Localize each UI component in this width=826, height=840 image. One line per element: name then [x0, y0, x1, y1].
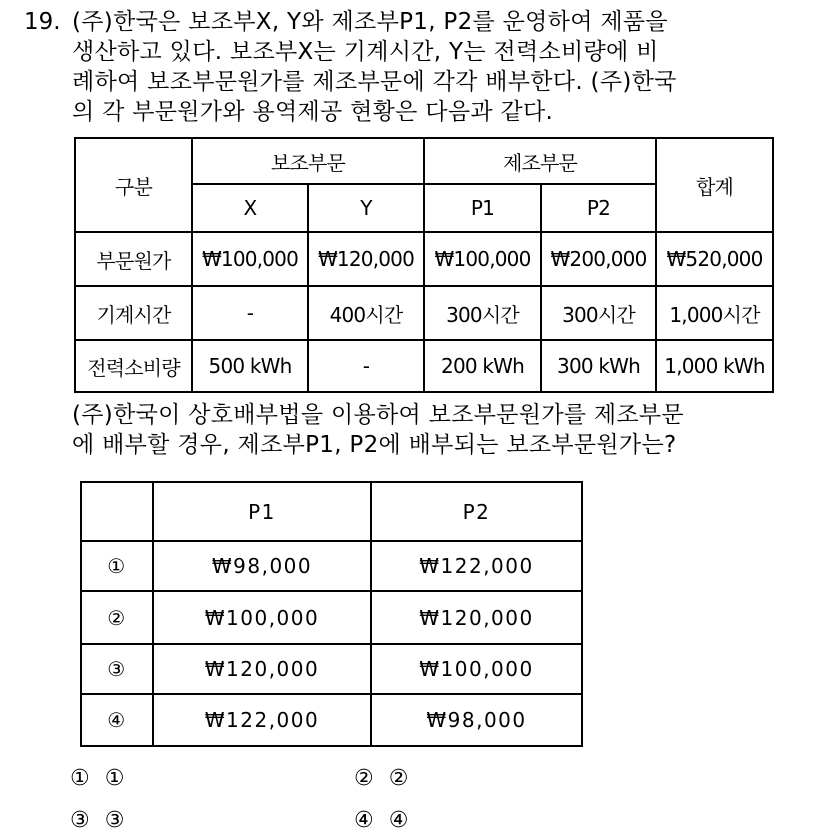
header-p1: P1 [153, 482, 371, 541]
option-4[interactable] [354, 808, 408, 834]
option-text: ④ [388, 808, 409, 833]
cell: - [308, 340, 424, 392]
question-line-2: 생산하고 있다. 보조부X는 기계시간, Y는 전력소비량에 비 [72, 39, 659, 65]
header-total: 합계 [656, 138, 773, 232]
row-label: 전력소비량 [75, 340, 192, 392]
table-row [81, 694, 582, 746]
header-x: X [192, 184, 308, 232]
row-label: 부문원가 [75, 232, 192, 286]
header-blank [81, 482, 153, 541]
cell-p1: ₩100,000 [153, 591, 371, 644]
cell-p2: ₩122,000 [371, 541, 582, 591]
table-row [81, 644, 582, 694]
cell: 1,000 kWh [656, 340, 773, 392]
option-marker: ① [70, 766, 90, 791]
header-y: Y [308, 184, 424, 232]
choice-mark: ③ [81, 644, 153, 694]
header-p2: P2 [371, 482, 582, 541]
option-marker: ④ [354, 808, 374, 833]
cell: 200 kWh [424, 340, 541, 392]
option-text: ① [104, 766, 125, 791]
cell: 300 kWh [541, 340, 656, 392]
cell-p1: ₩98,000 [153, 541, 371, 591]
table-row [75, 232, 773, 286]
table-row [75, 286, 773, 340]
cell-p2: ₩98,000 [371, 694, 582, 746]
follow-line-1: (주)한국이 상호배부법을 이용하여 보조부문원가를 제조부문 [72, 402, 684, 428]
option-marker: ③ [70, 808, 90, 833]
choice-mark: ① [81, 541, 153, 591]
choice-mark: ② [81, 591, 153, 644]
option-text: ③ [104, 808, 125, 833]
cell-p2: ₩100,000 [371, 644, 582, 694]
cell: 300시간 [424, 286, 541, 340]
cell: ₩200,000 [541, 232, 656, 286]
cell-p2: ₩120,000 [371, 591, 582, 644]
option-text: ② [388, 766, 409, 791]
cell: 400시간 [308, 286, 424, 340]
answer-choice-table [80, 481, 583, 747]
cell: ₩520,000 [656, 232, 773, 286]
header-p2: P2 [541, 184, 656, 232]
option-1[interactable] [70, 766, 124, 792]
cell-p1: ₩120,000 [153, 644, 371, 694]
department-cost-table [74, 137, 774, 393]
cell-p1: ₩122,000 [153, 694, 371, 746]
cell: 300시간 [541, 286, 656, 340]
table-row [75, 340, 773, 392]
option-2[interactable] [354, 766, 408, 792]
header-support-dept: 보조부문 [192, 138, 424, 184]
question-line-1: (주)한국은 보조부X, Y와 제조부P1, P2를 운영하여 제품을 [72, 9, 668, 35]
question-line-4: 의 각 부문원가와 용역제공 현황은 다음과 같다. [72, 99, 554, 125]
cell: - [192, 286, 308, 340]
row-label: 기계시간 [75, 286, 192, 340]
follow-line-2: 에 배부할 경우, 제조부P1, P2에 배부되는 보조부문원가는? [72, 432, 677, 458]
header-manufacturing-dept: 제조부문 [424, 138, 656, 184]
cell: ₩100,000 [424, 232, 541, 286]
option-3[interactable] [70, 808, 124, 834]
cell: ₩120,000 [308, 232, 424, 286]
table-row [81, 591, 582, 644]
choice-mark: ④ [81, 694, 153, 746]
cell: ₩100,000 [192, 232, 308, 286]
question-line-3: 례하여 보조부문원가를 제조부문에 각각 배부한다. (주)한국 [72, 69, 677, 95]
question-number: 19. [24, 9, 61, 35]
table-row [81, 541, 582, 591]
header-p1: P1 [424, 184, 541, 232]
header-category: 구분 [75, 138, 192, 232]
cell: 1,000시간 [656, 286, 773, 340]
cell: 500 kWh [192, 340, 308, 392]
option-marker: ② [354, 766, 374, 791]
